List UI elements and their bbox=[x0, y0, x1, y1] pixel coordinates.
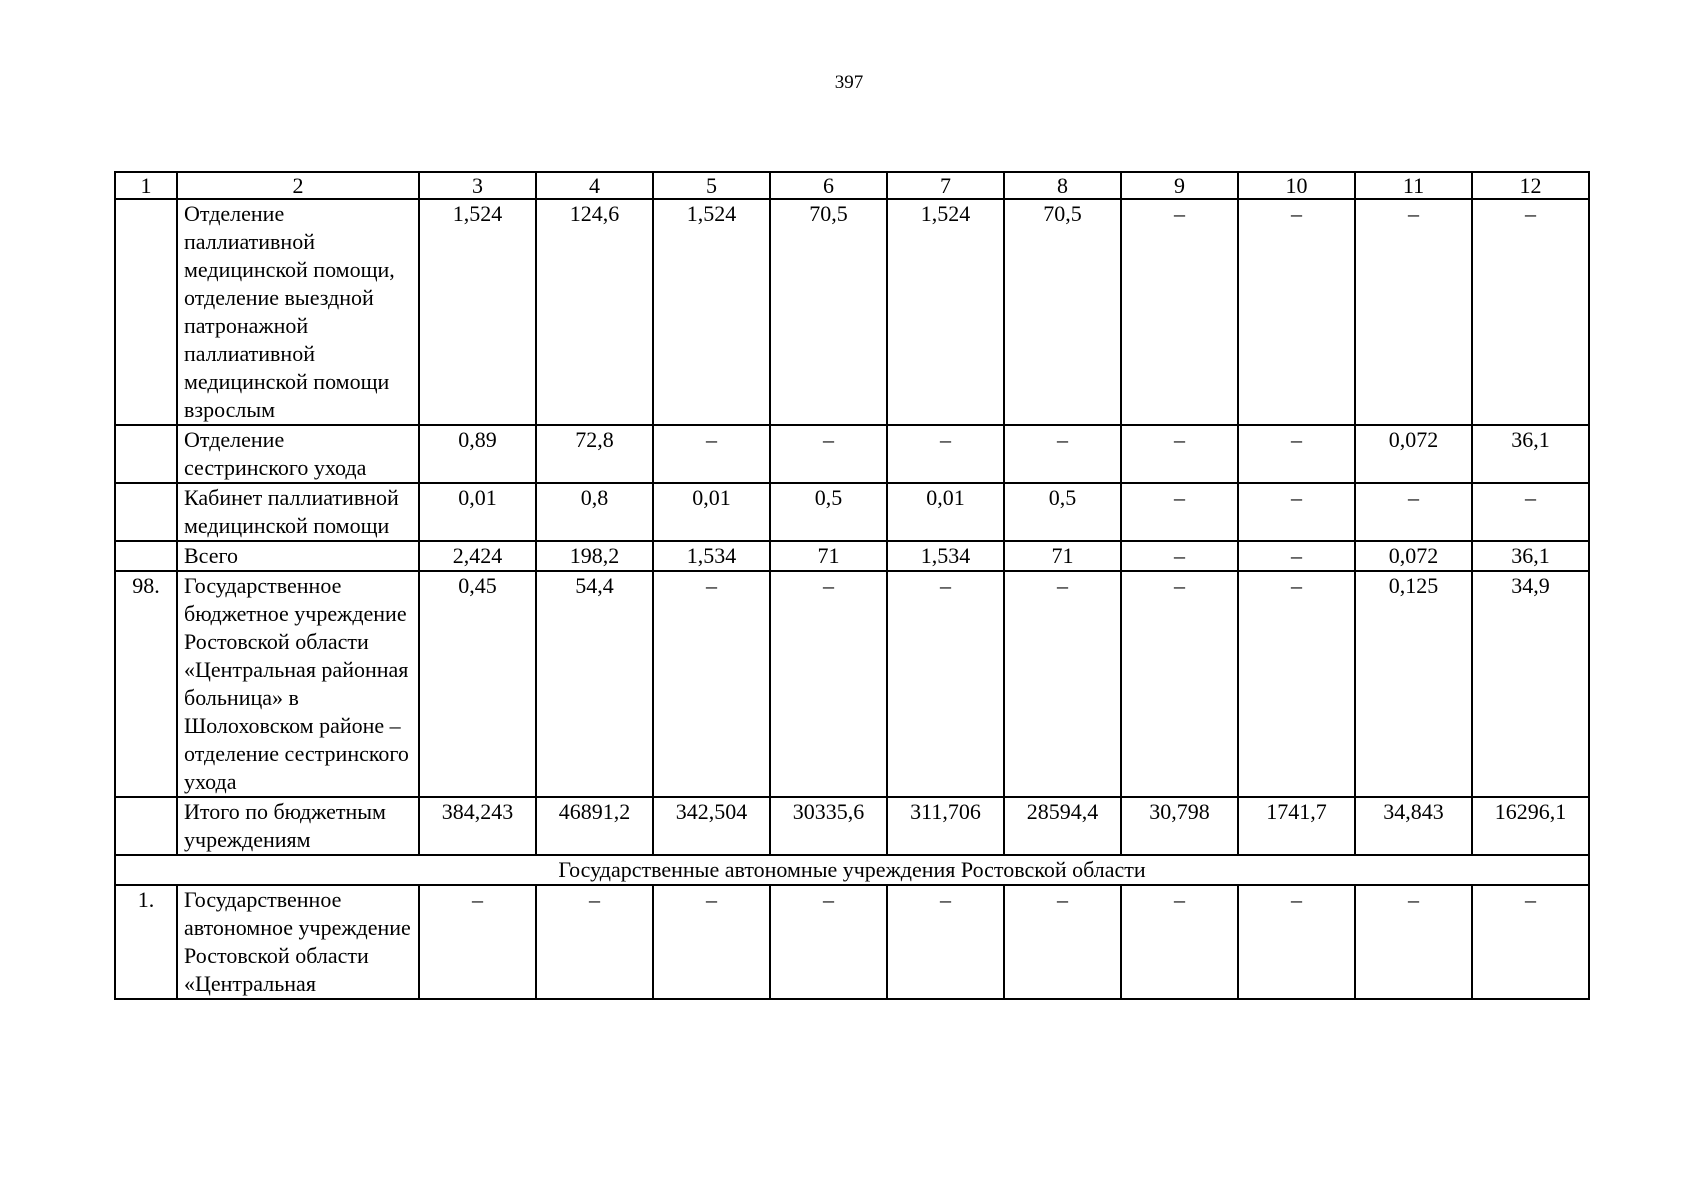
value-cell: – bbox=[653, 885, 770, 999]
value-cell: – bbox=[770, 885, 887, 999]
value-cell: 0,5 bbox=[770, 483, 887, 541]
table-row bbox=[115, 541, 1589, 571]
value-cell: – bbox=[887, 425, 1004, 483]
section-title: Государственные автономные учреждения Ростовской области bbox=[115, 855, 1589, 885]
value-cell: – bbox=[536, 885, 653, 999]
value-cell: – bbox=[1472, 885, 1589, 999]
institution-name: Всего bbox=[177, 541, 419, 571]
value-cell: 72,8 bbox=[536, 425, 653, 483]
value-cell: – bbox=[1238, 885, 1355, 999]
value-cell: – bbox=[1121, 483, 1238, 541]
table-row bbox=[115, 885, 1589, 999]
value-cell: – bbox=[1121, 885, 1238, 999]
value-cell: 34,843 bbox=[1355, 797, 1472, 855]
value-cell: – bbox=[1121, 541, 1238, 571]
value-cell: 0,125 bbox=[1355, 571, 1472, 797]
value-cell: 34,9 bbox=[1472, 571, 1589, 797]
value-cell: – bbox=[887, 885, 1004, 999]
column-number: 7 bbox=[887, 172, 1004, 199]
institution-name: Кабинет паллиативной медицинской помощи bbox=[177, 483, 419, 541]
value-cell: 198,2 bbox=[536, 541, 653, 571]
row-number bbox=[115, 797, 177, 855]
value-cell: – bbox=[1121, 199, 1238, 425]
value-cell: – bbox=[1355, 483, 1472, 541]
value-cell: – bbox=[770, 571, 887, 797]
value-cell: 124,6 bbox=[536, 199, 653, 425]
value-cell: – bbox=[1238, 199, 1355, 425]
value-cell: 0,5 bbox=[1004, 483, 1121, 541]
value-cell: 1,524 bbox=[419, 199, 536, 425]
value-cell: – bbox=[419, 885, 536, 999]
value-cell: 0,8 bbox=[536, 483, 653, 541]
column-number: 8 bbox=[1004, 172, 1121, 199]
row-number: 98. bbox=[115, 571, 177, 797]
institution-name: Отделение сестринского ухода bbox=[177, 425, 419, 483]
institution-name: Государственное автономное учреждение Ростовской области «Центральная bbox=[177, 885, 419, 999]
value-cell: 1,524 bbox=[887, 199, 1004, 425]
column-number: 11 bbox=[1355, 172, 1472, 199]
value-cell: 71 bbox=[1004, 541, 1121, 571]
column-number: 12 bbox=[1472, 172, 1589, 199]
value-cell: 1,534 bbox=[653, 541, 770, 571]
value-cell: – bbox=[770, 425, 887, 483]
value-cell: – bbox=[1004, 885, 1121, 999]
value-cell: 30335,6 bbox=[770, 797, 887, 855]
value-cell: – bbox=[1121, 571, 1238, 797]
table-row bbox=[115, 571, 1589, 797]
value-cell: 70,5 bbox=[1004, 199, 1121, 425]
column-number: 1 bbox=[115, 172, 177, 199]
column-number-row bbox=[115, 172, 1589, 199]
value-cell: – bbox=[887, 571, 1004, 797]
table-row bbox=[115, 199, 1589, 425]
row-number bbox=[115, 483, 177, 541]
column-number: 9 bbox=[1121, 172, 1238, 199]
value-cell: – bbox=[1355, 885, 1472, 999]
value-cell: 1741,7 bbox=[1238, 797, 1355, 855]
value-cell: 46891,2 bbox=[536, 797, 653, 855]
value-cell: – bbox=[653, 425, 770, 483]
value-cell: 71 bbox=[770, 541, 887, 571]
value-cell: 1,524 bbox=[653, 199, 770, 425]
row-number bbox=[115, 541, 177, 571]
value-cell: 0,45 bbox=[419, 571, 536, 797]
value-cell: 0,01 bbox=[419, 483, 536, 541]
value-cell: 28594,4 bbox=[1004, 797, 1121, 855]
table-row bbox=[115, 483, 1589, 541]
data-table bbox=[114, 171, 1590, 1000]
value-cell: – bbox=[1004, 571, 1121, 797]
table-row bbox=[115, 797, 1589, 855]
value-cell: 342,504 bbox=[653, 797, 770, 855]
value-cell: – bbox=[1238, 425, 1355, 483]
value-cell: – bbox=[1472, 199, 1589, 425]
value-cell: – bbox=[1238, 571, 1355, 797]
row-number bbox=[115, 199, 177, 425]
table-body bbox=[115, 172, 1589, 999]
value-cell: 0,072 bbox=[1355, 425, 1472, 483]
value-cell: 0,89 bbox=[419, 425, 536, 483]
row-number: 1. bbox=[115, 885, 177, 999]
value-cell: 30,798 bbox=[1121, 797, 1238, 855]
value-cell: 16296,1 bbox=[1472, 797, 1589, 855]
value-cell: 0,01 bbox=[653, 483, 770, 541]
column-number: 2 bbox=[177, 172, 419, 199]
column-number: 10 bbox=[1238, 172, 1355, 199]
column-number: 3 bbox=[419, 172, 536, 199]
value-cell: 54,4 bbox=[536, 571, 653, 797]
value-cell: 36,1 bbox=[1472, 425, 1589, 483]
value-cell: 0,072 bbox=[1355, 541, 1472, 571]
institution-name: Государственное бюджетное учреждение Ростовской области «Центральная районная больница» в Шолоховском районе – отделение сестринского ухода bbox=[177, 571, 419, 797]
value-cell: 384,243 bbox=[419, 797, 536, 855]
row-number bbox=[115, 425, 177, 483]
value-cell: – bbox=[1004, 425, 1121, 483]
value-cell: 0,01 bbox=[887, 483, 1004, 541]
value-cell: 2,424 bbox=[419, 541, 536, 571]
column-number: 5 bbox=[653, 172, 770, 199]
value-cell: 1,534 bbox=[887, 541, 1004, 571]
table-row bbox=[115, 425, 1589, 483]
value-cell: – bbox=[1238, 483, 1355, 541]
value-cell: – bbox=[1355, 199, 1472, 425]
value-cell: – bbox=[1121, 425, 1238, 483]
value-cell: 311,706 bbox=[887, 797, 1004, 855]
section-header-row bbox=[115, 855, 1589, 885]
page-number: 397 bbox=[834, 72, 864, 93]
column-number: 4 bbox=[536, 172, 653, 199]
institution-name: Отделение паллиативной медицинской помощи, отделение выездной патронажной паллиативной медицинской помощи взрослым bbox=[177, 199, 419, 425]
value-cell: 70,5 bbox=[770, 199, 887, 425]
value-cell: – bbox=[653, 571, 770, 797]
value-cell: – bbox=[1472, 483, 1589, 541]
value-cell: 36,1 bbox=[1472, 541, 1589, 571]
institution-name: Итого по бюджетным учреждениям bbox=[177, 797, 419, 855]
column-number: 6 bbox=[770, 172, 887, 199]
value-cell: – bbox=[1238, 541, 1355, 571]
